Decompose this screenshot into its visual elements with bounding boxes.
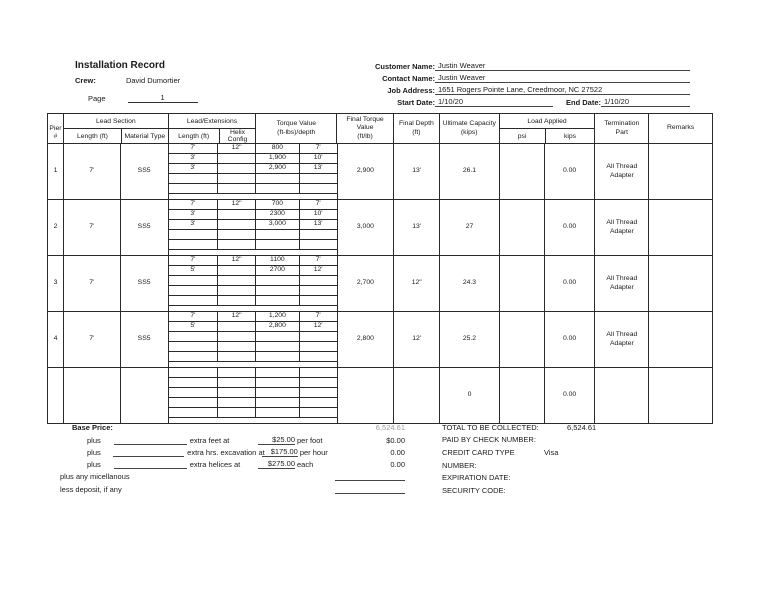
depth-cell: 13' bbox=[300, 164, 337, 174]
helix-cell bbox=[218, 276, 256, 286]
header-ultimate-capacity-line1: Ultimate Capacity bbox=[442, 120, 496, 128]
ext-length-cell: 3' bbox=[169, 154, 219, 164]
extra-helices-qty-field bbox=[114, 468, 187, 469]
pier-cell: 2 bbox=[48, 200, 64, 255]
card-type-value: Visa bbox=[544, 448, 559, 458]
ext-length-cell bbox=[169, 408, 219, 418]
ext-length-cell bbox=[169, 378, 219, 388]
termination-cell: All Thread Adapter bbox=[595, 144, 649, 199]
torque-cell: 2,800 bbox=[256, 322, 300, 332]
ext-length-cell: 3' bbox=[169, 220, 219, 230]
extra-feet-row bbox=[60, 432, 405, 444]
table-header bbox=[48, 114, 712, 143]
expiration-label: EXPIRATION DATE: bbox=[442, 473, 511, 483]
extra-hrs-rate: $175.00 bbox=[262, 447, 298, 457]
card-number-label: NUMBER: bbox=[442, 460, 477, 470]
torque-cell: 2700 bbox=[256, 266, 300, 276]
header-psi: psi bbox=[517, 132, 527, 140]
depth-cell bbox=[300, 286, 337, 296]
helix-cell bbox=[218, 378, 256, 388]
crew-label: Crew: bbox=[75, 76, 96, 85]
ultimate-capacity-cell: 0 bbox=[440, 368, 500, 423]
depth-cell bbox=[300, 276, 337, 286]
final-torque-cell: 3,000 bbox=[338, 200, 395, 255]
customer-name-row bbox=[337, 59, 690, 71]
plus-label: plus bbox=[87, 447, 101, 457]
extensions-grid bbox=[169, 200, 338, 255]
material-cell: SS5 bbox=[121, 256, 169, 311]
header-torque-value bbox=[256, 114, 337, 143]
base-price-value: 6,524.61 bbox=[375, 423, 405, 433]
card-type-label: CREDIT CARD TYPE bbox=[442, 448, 515, 458]
torque-cell bbox=[256, 296, 300, 306]
depth-cell bbox=[300, 240, 337, 250]
plus-label: plus bbox=[87, 460, 101, 470]
misc-amount-field bbox=[335, 480, 405, 481]
extra-helices-amount: 0.00 bbox=[390, 460, 406, 470]
termination-cell bbox=[595, 368, 649, 423]
ext-length-cell bbox=[169, 174, 219, 184]
remarks-cell bbox=[649, 368, 712, 423]
helix-cell: 12" bbox=[218, 200, 256, 210]
remarks-cell bbox=[649, 144, 712, 199]
torque-cell bbox=[256, 378, 300, 388]
header-material-type: Material Type bbox=[121, 129, 168, 143]
table-row bbox=[48, 367, 712, 423]
helix-cell bbox=[218, 342, 256, 352]
header-torque-value-line2: (ft-lbs)/depth bbox=[277, 128, 316, 136]
total-row bbox=[442, 420, 692, 433]
helix-cell bbox=[218, 322, 256, 332]
header-pier: Pier # bbox=[48, 114, 64, 143]
final-torque-cell bbox=[338, 368, 395, 423]
psi-cell bbox=[500, 144, 545, 199]
lead-length-cell: 7' bbox=[64, 312, 121, 367]
extra-helices-row bbox=[60, 457, 405, 469]
torque-cell bbox=[256, 352, 300, 362]
pier-cell bbox=[48, 368, 64, 423]
ext-length-cell bbox=[169, 276, 219, 286]
helix-cell bbox=[218, 220, 256, 230]
torque-cell bbox=[256, 408, 300, 418]
kips-cell: 0.00 bbox=[545, 312, 596, 367]
header-lead-section: Lead Section bbox=[64, 114, 168, 129]
start-date-label: Start Date: bbox=[397, 98, 435, 107]
table-row bbox=[48, 199, 712, 255]
header-termination-line2: Part bbox=[615, 128, 628, 136]
torque-cell bbox=[256, 342, 300, 352]
depth-cell bbox=[300, 332, 337, 342]
pier-cell: 4 bbox=[48, 312, 64, 367]
base-price-row bbox=[60, 420, 405, 432]
material-cell: SS5 bbox=[121, 312, 169, 367]
extra-helices-rate: $275.00 bbox=[258, 459, 295, 469]
final-torque-cell: 2,800 bbox=[338, 312, 395, 367]
final-depth-cell: 12' bbox=[394, 312, 440, 367]
helix-cell bbox=[218, 352, 256, 362]
depth-cell: 7' bbox=[300, 200, 337, 210]
page-label: Page bbox=[88, 94, 106, 103]
header-lead-length: Length (ft) bbox=[76, 132, 108, 140]
extensions-grid bbox=[169, 368, 338, 423]
final-depth-cell bbox=[394, 368, 440, 423]
ext-length-cell bbox=[169, 368, 219, 378]
customer-info-block bbox=[337, 59, 690, 107]
header-final-depth: Final Depth (ft) bbox=[394, 114, 440, 143]
material-cell: SS5 bbox=[121, 144, 169, 199]
depth-cell bbox=[300, 388, 337, 398]
torque-cell bbox=[256, 174, 300, 184]
ext-length-cell bbox=[169, 388, 219, 398]
depth-cell bbox=[300, 398, 337, 408]
extra-hrs-label: extra hrs. excavation at bbox=[187, 447, 265, 457]
payment-block bbox=[442, 420, 692, 496]
extra-feet-amount: $0.00 bbox=[386, 435, 406, 445]
extra-feet-rate: $25.00 bbox=[258, 435, 295, 445]
torque-cell: 700 bbox=[256, 200, 300, 210]
ext-length-cell: 7' bbox=[169, 144, 219, 154]
depth-cell bbox=[300, 230, 337, 240]
contact-name-field: Justin Weaver bbox=[435, 73, 690, 83]
security-code-row bbox=[442, 483, 692, 496]
deposit-label: less deposit, if any bbox=[60, 484, 122, 494]
torque-cell bbox=[256, 184, 300, 194]
ext-length-cell bbox=[169, 332, 219, 342]
helix-cell bbox=[218, 210, 256, 220]
depth-cell bbox=[300, 184, 337, 194]
lead-length-cell: 7' bbox=[64, 256, 121, 311]
helix-cell bbox=[218, 184, 256, 194]
depth-cell: 12' bbox=[300, 322, 337, 332]
extra-hrs-row bbox=[60, 445, 405, 457]
extensions-grid bbox=[169, 256, 338, 311]
misc-row bbox=[60, 469, 405, 481]
psi-cell bbox=[500, 200, 545, 255]
table-row bbox=[48, 143, 712, 199]
helix-cell bbox=[218, 286, 256, 296]
start-date-field: 1/10/20 bbox=[435, 97, 553, 107]
extra-feet-label: extra feet at bbox=[189, 435, 230, 445]
material-cell bbox=[121, 368, 169, 423]
installation-table bbox=[47, 113, 713, 424]
ext-length-cell bbox=[169, 398, 219, 408]
check-number-row bbox=[442, 433, 692, 446]
ext-length-cell: 5' bbox=[169, 266, 219, 276]
misc-label: plus any micellanous bbox=[60, 472, 130, 482]
termination-cell: All Thread Adapter bbox=[595, 200, 649, 255]
ext-length-cell bbox=[169, 286, 219, 296]
helix-cell bbox=[218, 174, 256, 184]
termination-cell: All Thread Adapter bbox=[595, 256, 649, 311]
header-remarks: Remarks bbox=[666, 124, 695, 132]
ext-length-cell: 3' bbox=[169, 164, 219, 174]
helix-cell bbox=[218, 240, 256, 250]
depth-cell: 10' bbox=[300, 210, 337, 220]
header-lead-section-group bbox=[64, 114, 169, 143]
lead-length-cell bbox=[64, 368, 121, 423]
kips-cell: 0.00 bbox=[545, 144, 596, 199]
pier-cell: 1 bbox=[48, 144, 64, 199]
ultimate-capacity-cell: 25.2 bbox=[440, 312, 500, 367]
torque-cell: 2,900 bbox=[256, 164, 300, 174]
pier-cell: 3 bbox=[48, 256, 64, 311]
ultimate-capacity-cell: 26.1 bbox=[440, 144, 500, 199]
material-cell: SS5 bbox=[121, 200, 169, 255]
final-torque-cell: 2,900 bbox=[338, 144, 395, 199]
helix-cell: 12" bbox=[218, 256, 256, 266]
torque-cell bbox=[256, 388, 300, 398]
header-termination-part bbox=[595, 114, 649, 143]
ext-length-cell bbox=[169, 184, 219, 194]
header-ultimate-capacity bbox=[440, 114, 500, 143]
security-code-label: SECURITY CODE: bbox=[442, 486, 506, 496]
torque-cell bbox=[256, 398, 300, 408]
check-number-label: PAID BY CHECK NUMBER: bbox=[442, 435, 536, 445]
customer-name-label: Customer Name: bbox=[374, 62, 435, 71]
page-number-field: 1 bbox=[128, 93, 198, 103]
final-depth-cell: 13' bbox=[394, 144, 440, 199]
extra-hrs-qty-field bbox=[113, 456, 184, 457]
ext-length-cell: 5' bbox=[169, 322, 219, 332]
deposit-row bbox=[60, 481, 405, 493]
helix-cell bbox=[218, 388, 256, 398]
lead-length-cell: 7' bbox=[64, 200, 121, 255]
job-address-row bbox=[337, 83, 690, 95]
helix-cell: 12" bbox=[218, 144, 256, 154]
job-address-label: Job Address: bbox=[387, 86, 435, 95]
header-final-torque bbox=[337, 114, 394, 143]
header-lead-extensions: Lead/Extensions bbox=[169, 114, 256, 129]
extra-helices-unit: each bbox=[297, 460, 314, 470]
depth-cell: 7' bbox=[300, 312, 337, 322]
ultimate-capacity-cell: 24.3 bbox=[440, 256, 500, 311]
contact-name-row bbox=[337, 71, 690, 83]
torque-cell bbox=[256, 240, 300, 250]
torque-cell bbox=[256, 286, 300, 296]
ultimate-capacity-cell: 27 bbox=[440, 200, 500, 255]
extra-feet-qty-field bbox=[114, 444, 187, 445]
helix-cell: 12" bbox=[218, 312, 256, 322]
header-lead-extensions-group bbox=[169, 114, 257, 143]
depth-cell bbox=[300, 368, 337, 378]
header-load-applied: Load Applied bbox=[500, 114, 595, 129]
kips-cell: 0.00 bbox=[545, 256, 596, 311]
torque-cell: 1100 bbox=[256, 256, 300, 266]
base-price-label: Base Price: bbox=[72, 423, 113, 433]
ext-length-cell: 7' bbox=[169, 312, 219, 322]
depth-cell: 13' bbox=[300, 220, 337, 230]
header-load-applied-group bbox=[500, 114, 596, 143]
torque-cell: 1,200 bbox=[256, 312, 300, 322]
remarks-cell bbox=[649, 200, 712, 255]
table-row bbox=[48, 255, 712, 311]
depth-cell: 7' bbox=[300, 256, 337, 266]
depth-cell bbox=[300, 408, 337, 418]
torque-cell: 2300 bbox=[256, 210, 300, 220]
total-label: TOTAL TO BE COLLECTED: bbox=[442, 422, 539, 432]
header-final-torque-line2: (ft/lb) bbox=[357, 132, 373, 140]
depth-cell bbox=[300, 378, 337, 388]
header-termination-line1: Termination bbox=[604, 120, 640, 128]
table-row bbox=[48, 311, 712, 367]
termination-cell: All Thread Adapter bbox=[595, 312, 649, 367]
header-ext-length: Length (ft) bbox=[178, 132, 210, 140]
torque-cell: 800 bbox=[256, 144, 300, 154]
extra-hrs-amount: 0.00 bbox=[390, 447, 405, 457]
final-depth-cell: 13' bbox=[394, 200, 440, 255]
page-number-row bbox=[88, 93, 198, 103]
psi-cell bbox=[500, 312, 545, 367]
kips-cell: 0.00 bbox=[545, 200, 596, 255]
contact-name-label: Contact Name: bbox=[382, 74, 435, 83]
ext-length-cell bbox=[169, 230, 219, 240]
helix-cell bbox=[218, 266, 256, 276]
ext-length-cell bbox=[169, 296, 219, 306]
header-helix-config: Helix Config bbox=[219, 129, 256, 143]
header-kips: kips bbox=[545, 129, 595, 143]
card-type-row bbox=[442, 445, 692, 458]
remarks-cell bbox=[649, 312, 712, 367]
torque-cell bbox=[256, 332, 300, 342]
job-address-field: 1651 Rogers Pointe Lane, Creedmoor, NC 27522 bbox=[435, 85, 690, 95]
torque-cell: 1,900 bbox=[256, 154, 300, 164]
ext-length-cell bbox=[169, 342, 219, 352]
plus-label: plus bbox=[87, 435, 101, 445]
pricing-block bbox=[60, 420, 405, 494]
end-date-field: 1/10/20 bbox=[601, 97, 690, 107]
torque-cell bbox=[256, 276, 300, 286]
depth-cell bbox=[300, 296, 337, 306]
ext-length-cell: 7' bbox=[169, 256, 219, 266]
header-final-torque-line1: Final Torque Value bbox=[346, 116, 384, 132]
card-number-row bbox=[442, 458, 692, 471]
crew-row bbox=[75, 76, 180, 85]
expiration-row bbox=[442, 471, 692, 484]
psi-cell bbox=[500, 368, 545, 423]
depth-cell bbox=[300, 352, 337, 362]
extra-feet-unit: per foot bbox=[297, 435, 323, 445]
depth-cell: 7' bbox=[300, 144, 337, 154]
extra-hrs-unit: per hour bbox=[299, 447, 328, 457]
extensions-grid bbox=[169, 312, 338, 367]
ext-length-cell: 3' bbox=[169, 210, 219, 220]
crew-value: David Dumortier bbox=[125, 76, 181, 85]
depth-cell bbox=[300, 342, 337, 352]
torque-cell: 3,000 bbox=[256, 220, 300, 230]
customer-name-field: Justin Weaver bbox=[435, 61, 690, 71]
torque-cell bbox=[256, 230, 300, 240]
kips-cell: 0.00 bbox=[545, 368, 596, 423]
final-torque-cell: 2,700 bbox=[338, 256, 395, 311]
final-depth-cell: 12" bbox=[394, 256, 440, 311]
helix-cell bbox=[218, 154, 256, 164]
torque-cell bbox=[256, 368, 300, 378]
page-title: Installation Record bbox=[75, 60, 166, 71]
depth-cell: 12' bbox=[300, 266, 337, 276]
helix-cell bbox=[218, 398, 256, 408]
end-date-label: End Date: bbox=[565, 98, 601, 107]
total-value: 6,524.61 bbox=[567, 422, 597, 432]
helix-cell bbox=[218, 368, 256, 378]
extra-helices-label: extra helices at bbox=[189, 460, 241, 470]
ext-length-cell: 7' bbox=[169, 200, 219, 210]
helix-cell bbox=[218, 164, 256, 174]
helix-cell bbox=[218, 332, 256, 342]
header-ultimate-capacity-line2: (kips) bbox=[460, 128, 478, 136]
depth-cell: 10' bbox=[300, 154, 337, 164]
psi-cell bbox=[500, 256, 545, 311]
ext-length-cell bbox=[169, 240, 219, 250]
lead-length-cell: 7' bbox=[64, 144, 121, 199]
extensions-grid bbox=[169, 144, 338, 199]
helix-cell bbox=[218, 230, 256, 240]
ext-length-cell bbox=[169, 352, 219, 362]
header-torque-value-line1: Torque Value bbox=[276, 120, 317, 128]
depth-cell bbox=[300, 174, 337, 184]
deposit-amount-field bbox=[335, 493, 405, 494]
dates-row bbox=[337, 95, 690, 107]
remarks-cell bbox=[649, 256, 712, 311]
helix-cell bbox=[218, 408, 256, 418]
helix-cell bbox=[218, 296, 256, 306]
